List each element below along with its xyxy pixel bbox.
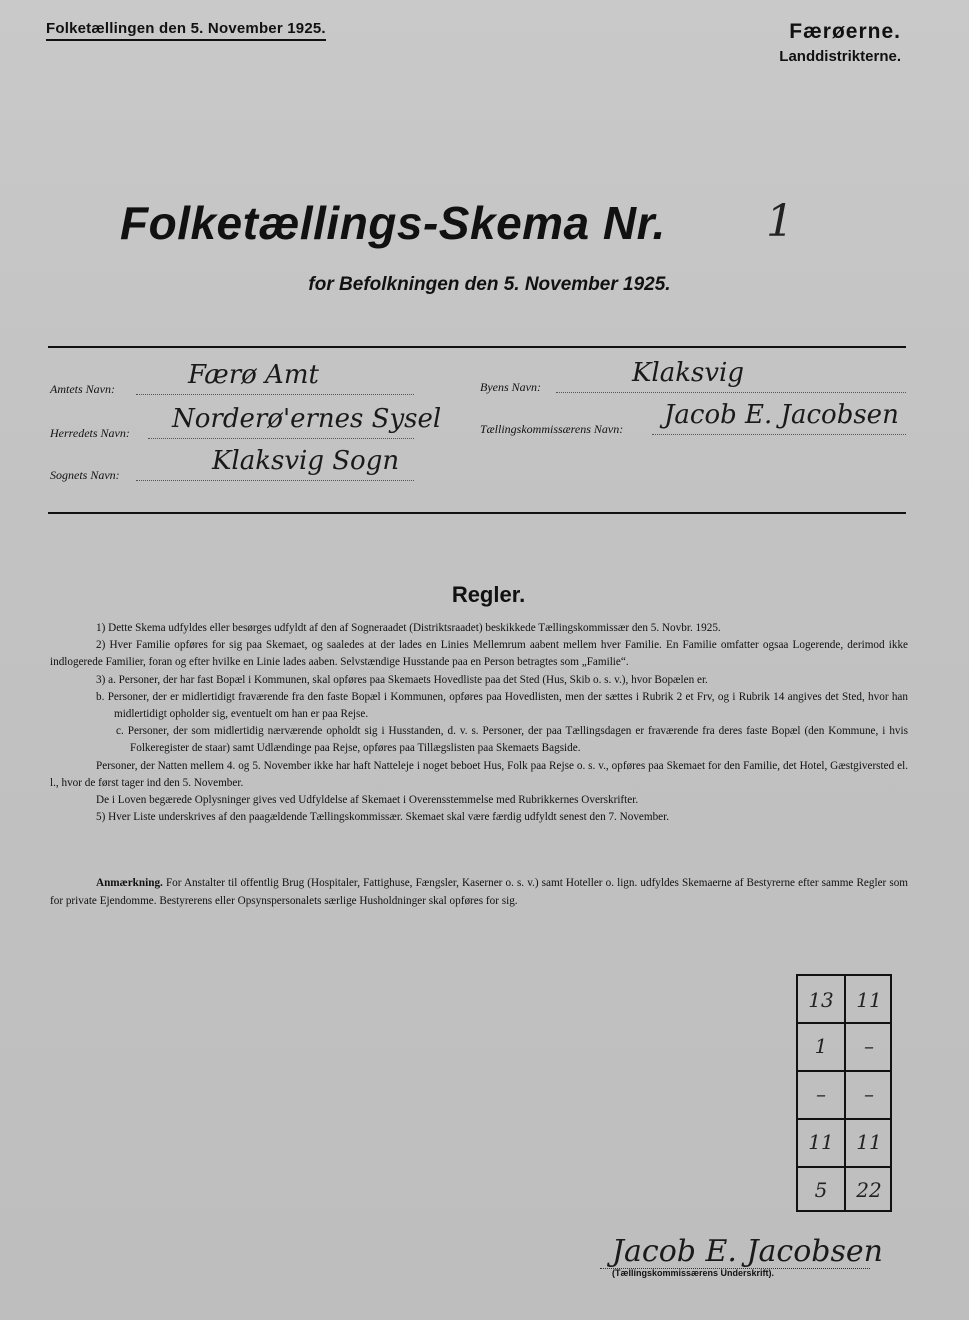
tally-cell: 1 bbox=[814, 1034, 828, 1058]
herred-value-handwritten: Norderø'ernes Sysel bbox=[172, 404, 442, 434]
sogn-value-handwritten: Klaksvig Sogn bbox=[212, 446, 400, 476]
rules-text bbox=[50, 620, 908, 826]
rule-4b: De i Loven begærede Oplysninger gives ved Udfyldelse af Skemaet i Overensstemmelse med Rubrikkernes Overskrifter. bbox=[96, 794, 639, 807]
tally-cell: 11 bbox=[808, 1130, 834, 1154]
region-name: Færøerne. bbox=[789, 20, 901, 43]
tally-cell: – bbox=[864, 1034, 874, 1058]
form-subtitle: for Befolkningen den 5. November 1925. bbox=[308, 274, 671, 295]
tally-total-left: 5 bbox=[814, 1178, 828, 1202]
note bbox=[50, 874, 908, 910]
rule-5: 5) Hver Liste underskrives af den paagældende Tællingskommissær. Skemaet skal være færdig udfyldt senest den 7. November. bbox=[96, 811, 670, 824]
amt-line bbox=[136, 394, 414, 395]
tally-cell: – bbox=[816, 1082, 826, 1106]
form-number-handwritten: 1 bbox=[766, 196, 794, 247]
tally-row-divider bbox=[798, 1022, 890, 1024]
district-type: Landdistrikterne. bbox=[779, 48, 901, 65]
rule-3c: c. Personer, der som midlertidig nærværende opholdt sig i Husstanden, d. v. s. Personer, der paa Tællingsdagen er fraværende fra deres faste Bopæl (den Kommune, i hvis Folkeregister de staar) samt Udlændinge paa Rejse, opføres paa Tillægslisten paa Skemaets Bagside. bbox=[116, 725, 908, 755]
sogn-line bbox=[136, 480, 414, 481]
form-title: Folketællings-Skema Nr. bbox=[120, 197, 666, 249]
note-label: Anmærkning. bbox=[96, 877, 163, 889]
region-header bbox=[779, 20, 901, 65]
rule-1: 1) Dette Skema udfyldes eller besørges udfyldt af den af Sogneraadet (Distriktsraadet) beskikkede Tællingskommissær den 5. Novbr. 1925. bbox=[96, 622, 721, 634]
amt-value-handwritten: Færø Amt bbox=[188, 360, 319, 390]
rule-3b: b. Personer, der er midlertidigt fraværende fra den faste Bopæl i Kommunen, opføres paa Hovedlisten, men der sættes i Rubrik 2 et Frv, og i Rubrik 14 angives det Sted, hvor han midlertidigt opholder sig, eventuelt om han er paa Rejse. bbox=[96, 690, 908, 721]
top-divider bbox=[48, 346, 906, 348]
kommissaer-label: Tællingskommissærens Navn: bbox=[480, 422, 624, 436]
rules-heading: Regler. bbox=[451, 582, 526, 607]
by-line bbox=[556, 392, 906, 393]
note-text: For Anstalter til offentlig Brug (Hospitaler, Fattighuse, Fængsler, Kaserner o. s. v.) samt Hoteller o. lign. udfyldes Skemaerne af Bestyrerne efter samme Regler som for private Ejendomme. Bestyrerens eller Opsynspersonalets særlige Husholdninger skal opføres for sig. bbox=[50, 877, 909, 907]
tally-row-divider bbox=[798, 1118, 890, 1120]
signature-caption: (Tællingskommissærens Underskrift). bbox=[612, 1268, 775, 1278]
rule-2: 2) Hver Familie opføres for sig paa Skemaet, og saaledes at der lades en Linies Mellemrum aabent mellem hver Familie. En Familie omfatter ogsaa Logerende, derimod ikke indlogerede Familier, foran og efter hvilke en Linie lades aaben. Selvstændige Husstande paa en Person betragtes som „Familie“. bbox=[50, 639, 908, 669]
kommissaer-line bbox=[652, 434, 906, 435]
sogn-label: Sognets Navn: bbox=[50, 468, 120, 482]
rule-3a: 3) a. Personer, der har fast Bopæl i Kommunen, skal opføres paa Skemaets Hovedliste paa det Sted (Hus, Skib o. s. v.), hvor Bopælen er. bbox=[96, 673, 708, 686]
bottom-divider bbox=[48, 512, 906, 514]
tally-row-divider bbox=[798, 1070, 890, 1072]
signature-handwritten: Jacob E. Jacobsen bbox=[612, 1234, 883, 1269]
census-date-header: Folketællingen den 5. November 1925. bbox=[46, 20, 326, 41]
tally-total-right: 22 bbox=[856, 1178, 882, 1202]
tally-cell: – bbox=[864, 1082, 874, 1106]
kommissaer-value-handwritten: Jacob E. Jacobsen bbox=[664, 400, 899, 430]
by-label: Byens Navn: bbox=[480, 380, 541, 394]
amt-label: Amtets Navn: bbox=[50, 382, 115, 396]
tally-cell: 13 bbox=[808, 988, 834, 1012]
tally-cell: 11 bbox=[856, 988, 882, 1012]
tally-box bbox=[796, 974, 892, 1212]
rule-4: Personer, der Natten mellem 4. og 5. November ikke har haft Natteleje i noget beboet Hus, Folk paa Rejse o. s. v., opføres paa Skemaet for den Familie, det Hotel, Gæstgiversted el. l., hvor de først tager ind den 5. November. bbox=[50, 759, 908, 789]
by-value-handwritten: Klaksvig bbox=[632, 358, 744, 388]
tally-row-divider bbox=[798, 1166, 890, 1168]
tally-cell: 11 bbox=[856, 1130, 882, 1154]
herred-label: Herredets Navn: bbox=[50, 426, 130, 440]
herred-line bbox=[148, 438, 414, 439]
